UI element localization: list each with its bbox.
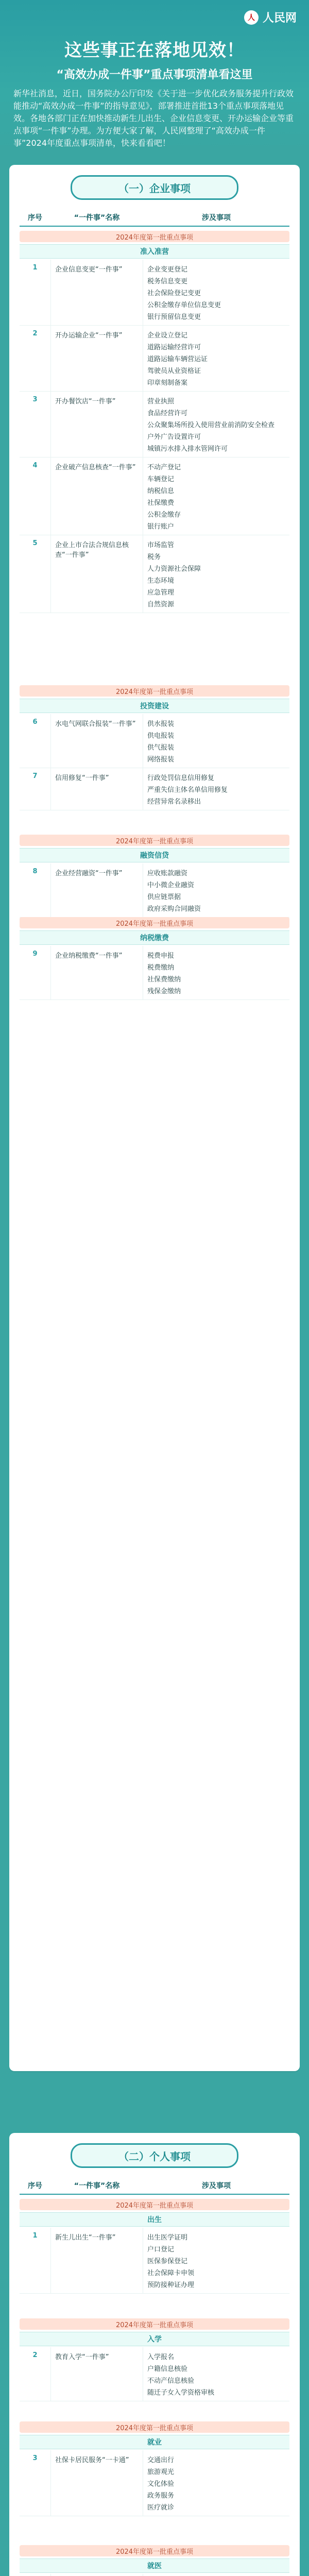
col-no: 序号 — [28, 2182, 42, 2190]
row-name: 教育入学“一件事” — [50, 2347, 143, 2401]
page-subtitle: “高效办成一件事”重点事项清单看这里 — [56, 69, 253, 81]
enterprise-section-card — [9, 165, 300, 2071]
row-detail: 入学报名 — [147, 2353, 175, 2361]
batch-band: 2024年度第一批重点事项 — [20, 2318, 289, 2330]
enterprise-rows-group-4 — [20, 946, 289, 1000]
row-detail: 城镇污水排入排水管网许可 — [147, 445, 228, 453]
table-row — [20, 457, 289, 535]
row-detail: 社会保险登记变更 — [147, 290, 201, 297]
row-details — [143, 457, 289, 535]
batch-band: 2024年度第一批重点事项 — [20, 917, 289, 928]
row-name: 企业经营融资“一件事” — [50, 863, 143, 917]
row-detail: 户籍信息核验 — [147, 2365, 188, 2373]
personal-section-card — [9, 2133, 300, 2576]
table-row — [20, 863, 289, 918]
row-details — [143, 2450, 289, 2516]
row-detail: 公积金缴存 — [147, 511, 181, 519]
row-detail: 不动产信息核验 — [147, 2377, 195, 2385]
row-details — [143, 946, 289, 999]
col-name: “一件事”名称 — [74, 2182, 120, 2190]
row-detail: 营业执照 — [147, 398, 175, 405]
row-detail: 经营异常名录移出 — [147, 798, 201, 806]
row-detail: 残保金缴纳 — [147, 988, 181, 995]
row-name: 信用修复“一件事” — [50, 768, 143, 810]
row-details — [143, 2574, 289, 2576]
row-detail: 随迁子女入学资格审核 — [147, 2389, 215, 2397]
row-name: 企业信息变更“一件事” — [50, 260, 143, 325]
table-row — [20, 326, 289, 392]
row-no: 1 — [32, 2232, 38, 2240]
row-details — [143, 863, 289, 917]
row-detail: 行政处罚信息信用修复 — [147, 774, 215, 782]
page-title: 这些事正在落地见效！ — [64, 40, 245, 61]
row-no: 6 — [32, 718, 38, 726]
enterprise-rows-group-2 — [20, 714, 289, 810]
row-detail: 公积金缴存单位信息变更 — [147, 301, 221, 309]
enterprise-table-header — [20, 209, 289, 227]
personal-rows-group-4 — [20, 2574, 289, 2576]
row-detail: 旅游观光 — [147, 2468, 175, 2476]
col-detail: 涉及事项 — [202, 214, 231, 222]
table-row — [20, 260, 289, 326]
row-no: 7 — [32, 772, 38, 780]
theme-header: 入学 — [20, 2332, 289, 2346]
row-no: 2 — [32, 330, 38, 337]
row-name: 企业上市合法合规信息核查“一件事” — [50, 535, 143, 613]
row-detail: 政府采购合同融资 — [147, 905, 201, 913]
row-no: 8 — [32, 868, 38, 875]
col-name: “一件事”名称 — [74, 214, 120, 222]
row-detail: 不动产登记 — [147, 464, 181, 471]
row-details — [143, 535, 289, 613]
row-detail: 中小微企业融资 — [147, 882, 195, 889]
row-detail: 道路运输车辆营运证 — [147, 355, 208, 363]
row-detail: 社会保障卡申领 — [147, 2269, 195, 2277]
row-name: 社保卡居民服务“一卡通” — [50, 2450, 143, 2516]
batch-band: 2024年度第一批重点事项 — [20, 835, 289, 846]
row-detail: 医疗就诊 — [147, 2504, 175, 2512]
theme-header: 准入准营 — [20, 244, 289, 259]
row-detail: 驾驶员从业资格证 — [147, 367, 201, 375]
personal-rows-group-1 — [20, 2228, 289, 2294]
row-detail: 应急管理 — [147, 589, 175, 597]
theme-header: 投资建设 — [20, 699, 289, 713]
batch-band: 2024年度第一批重点事项 — [20, 685, 289, 697]
row-detail: 医保参保登记 — [147, 2258, 188, 2265]
personal-section-pill: （二）个人事项 — [71, 2143, 238, 2168]
row-detail: 自然资源 — [147, 601, 175, 608]
hero-header — [0, 0, 309, 155]
batch-band: 2024年度第一批重点事项 — [20, 2545, 289, 2556]
table-row — [20, 392, 289, 457]
row-detail: 供电报装 — [147, 732, 175, 740]
row-name: 新生儿出生“一件事” — [50, 2228, 143, 2293]
row-detail: 社保费缴纳 — [147, 976, 181, 984]
batch-band: 2024年度第一批重点事项 — [20, 2421, 289, 2433]
row-detail: 市场监管 — [147, 541, 175, 549]
row-detail: 印章刻制备案 — [147, 379, 188, 387]
row-detail: 网络报装 — [147, 756, 175, 764]
row-name: 企业破产信息核查“一件事” — [50, 457, 143, 535]
row-name: 开办餐饮店“一件事” — [50, 392, 143, 457]
row-name: 水电气网联合报装“一件事” — [50, 714, 143, 768]
theme-header: 出生 — [20, 2212, 289, 2227]
row-detail: 生态环境 — [147, 577, 175, 585]
table-row — [20, 946, 289, 1000]
row-detail: 公众聚集场所投入使用营业前消防安全检查 — [147, 421, 275, 429]
intro-paragraph: 新华社消息，近日，国务院办公厅印发《关于进一步优化政务服务提升行政效能推动“高效办成一件事”的指导意见》，部署推进首批13个重点事项落地见效。各地各部门正在加快推动新生儿出生、企业信息变更、开办运输企业等重点事项“一件事”办理。为方便大家了解，人民网整理了“高效办成一件事”2024年度重点事项清单，快来看看吧！ — [13, 89, 294, 148]
row-details — [143, 326, 289, 391]
col-detail: 涉及事项 — [202, 2182, 231, 2190]
row-name: 开办运输企业“一件事” — [50, 326, 143, 391]
row-detail: 供应链票据 — [147, 893, 181, 901]
enterprise-section-pill: （一）企业事项 — [71, 175, 238, 200]
row-detail: 户外广告设置许可 — [147, 433, 201, 441]
row-detail: 车辆登记 — [147, 476, 175, 483]
row-detail: 银行预留信息变更 — [147, 313, 201, 321]
row-no: 3 — [32, 396, 38, 403]
theme-header: 就医 — [20, 2558, 289, 2573]
row-detail: 应收账款融资 — [147, 870, 188, 877]
row-no: 3 — [32, 2454, 38, 2462]
row-detail: 户口登记 — [147, 2246, 175, 2253]
row-no: 2 — [32, 2351, 38, 2359]
theme-header: 就业 — [20, 2435, 289, 2449]
row-detail: 食品经营许可 — [147, 410, 188, 417]
row-details — [143, 2347, 289, 2401]
row-no — [20, 2574, 50, 2576]
row-detail: 税务信息变更 — [147, 278, 188, 285]
table-row — [20, 2574, 289, 2576]
row-no: 9 — [32, 950, 38, 958]
row-detail: 出生医学证明 — [147, 2234, 188, 2242]
table-row — [20, 2347, 289, 2401]
row-name: 企业纳税缴费“一件事” — [50, 946, 143, 999]
table-row — [20, 714, 289, 768]
row-detail: 银行账户 — [147, 523, 175, 531]
row-detail: 严重失信主体名单信用修复 — [147, 786, 228, 794]
row-details — [143, 768, 289, 810]
brand-badge-icon: 人 — [244, 10, 259, 25]
row-no: 5 — [32, 539, 38, 547]
enterprise-rows-group-1 — [20, 260, 289, 613]
row-details — [143, 260, 289, 325]
row-detail: 政务服务 — [147, 2492, 175, 2500]
row-detail: 社保缴费 — [147, 499, 175, 507]
brand-logo — [244, 9, 297, 25]
theme-header: 融资信贷 — [20, 848, 289, 862]
table-row — [20, 768, 289, 810]
row-detail: 纳税信息 — [147, 487, 175, 495]
personal-rows-group-3 — [20, 2450, 289, 2516]
row-detail: 交通出行 — [147, 2456, 175, 2464]
row-detail: 人力资源社会保障 — [147, 565, 201, 573]
batch-band: 2024年度第一批重点事项 — [20, 231, 289, 242]
row-detail: 道路运输经营许可 — [147, 344, 201, 351]
row-detail: 企业变更登记 — [147, 266, 188, 274]
personal-table-header — [20, 2177, 289, 2195]
row-details — [143, 2228, 289, 2293]
row-details — [143, 714, 289, 768]
row-no: 4 — [32, 462, 38, 469]
row-details — [143, 392, 289, 457]
enterprise-rows-group-3 — [20, 863, 289, 918]
personal-rows-group-2 — [20, 2347, 289, 2401]
table-row — [20, 2228, 289, 2294]
row-detail: 文化体验 — [147, 2480, 175, 2488]
table-row — [20, 2450, 289, 2516]
brand-name: 人民网 — [262, 12, 297, 25]
batch-band: 2024年度第一批重点事项 — [20, 2199, 289, 2210]
row-no: 1 — [32, 264, 38, 272]
row-detail: 预防接种证办理 — [147, 2281, 195, 2289]
row-detail: 供水报装 — [147, 720, 175, 728]
table-row — [20, 535, 289, 613]
row-detail: 企业设立登记 — [147, 332, 188, 340]
row-detail: 供气报装 — [147, 744, 175, 752]
col-no: 序号 — [28, 214, 42, 222]
row-detail: 税费申报 — [147, 952, 175, 960]
row-name — [50, 2574, 143, 2576]
row-detail: 税费缴纳 — [147, 964, 175, 972]
theme-header: 纳税缴费 — [20, 930, 289, 945]
row-detail: 税务 — [147, 553, 161, 561]
